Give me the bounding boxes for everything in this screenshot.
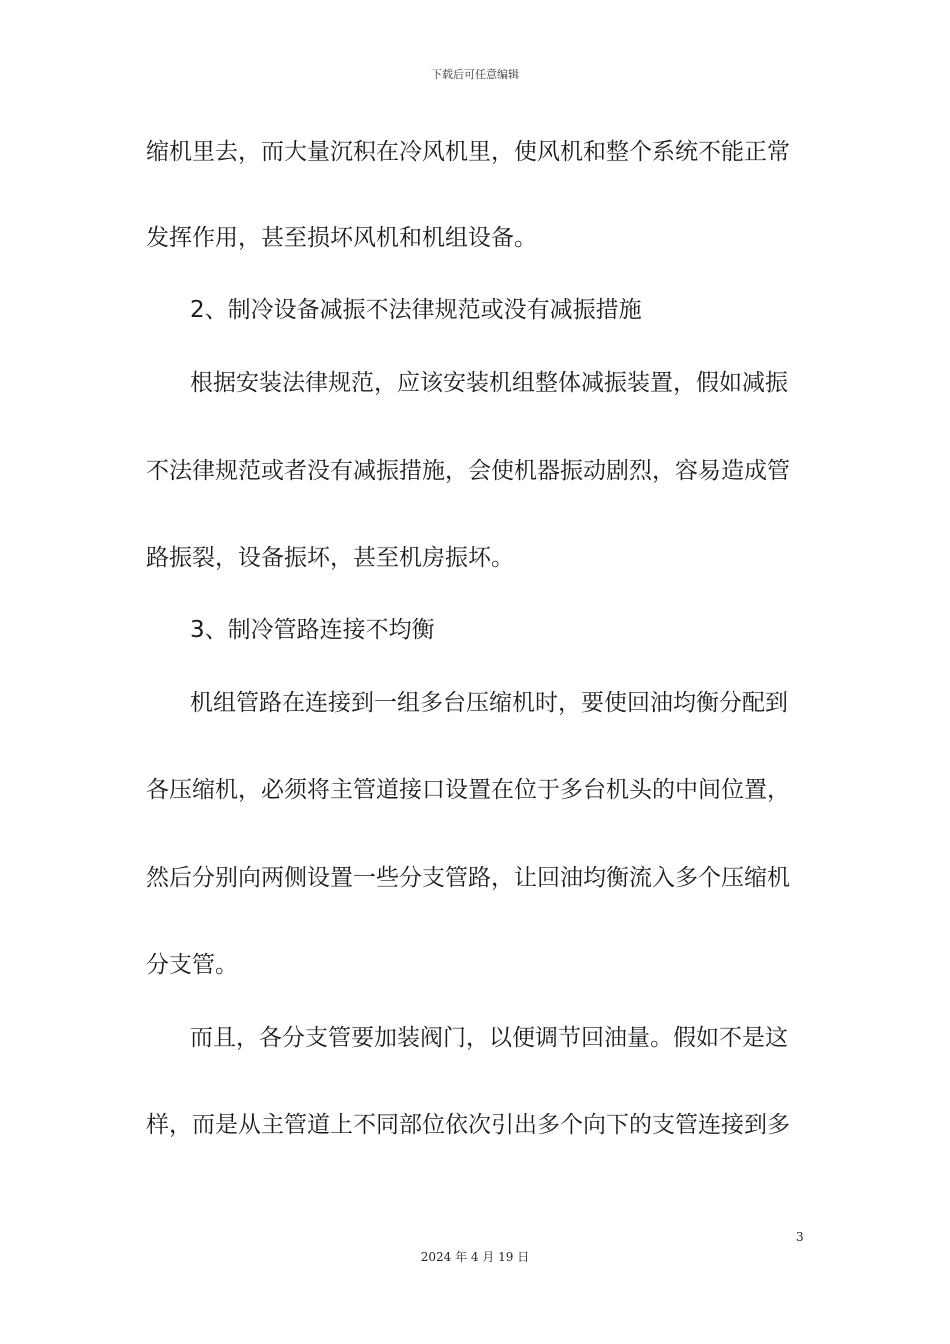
footer-date: 2024 年 4 月 19 日 <box>420 1250 530 1264</box>
body-text-line: 不法律规范或者没有减振措施，会使机器振动剧烈，容易造成管 <box>146 458 790 484</box>
body-text-line: 而且，各分支管要加装阀门，以便调节回油量。假如不是这 <box>190 1025 788 1051</box>
section-heading: 3、制冷管路连接不均衡 <box>190 617 435 643</box>
section-heading: 2、制冷设备减振不法律规范或没有减振措施 <box>190 297 642 323</box>
body-text-line: 各压缩机，必须将主管道接口设置在位于多台机头的中间位置， <box>146 777 790 803</box>
body-text-line: 根据安装法律规范，应该安装机组整体减振装置，假如减振 <box>190 370 788 396</box>
page-number: 3 <box>796 1230 804 1244</box>
body-text-line: 发挥作用，甚至损坏风机和机组设备。 <box>146 225 537 251</box>
body-text-line: 机组管路在连接到一组多台压缩机时，要使回油均衡分配到 <box>190 690 788 716</box>
page-header: 下载后可任意编辑 <box>431 68 519 81</box>
body-text-line: 缩机里去，而大量沉积在冷风机里，使风机和整个系统不能正常 <box>146 139 790 165</box>
body-text-line: 样，而是从主管道上不同部位依次引出多个向下的支管连接到多 <box>146 1112 790 1138</box>
body-text-line: 然后分别向两侧设置一些分支管路，让回油均衡流入多个压缩机 <box>146 865 790 891</box>
body-text-line: 分支管。 <box>146 952 238 978</box>
body-text-line: 路振裂，设备振坏，甚至机房振坏。 <box>146 545 514 571</box>
